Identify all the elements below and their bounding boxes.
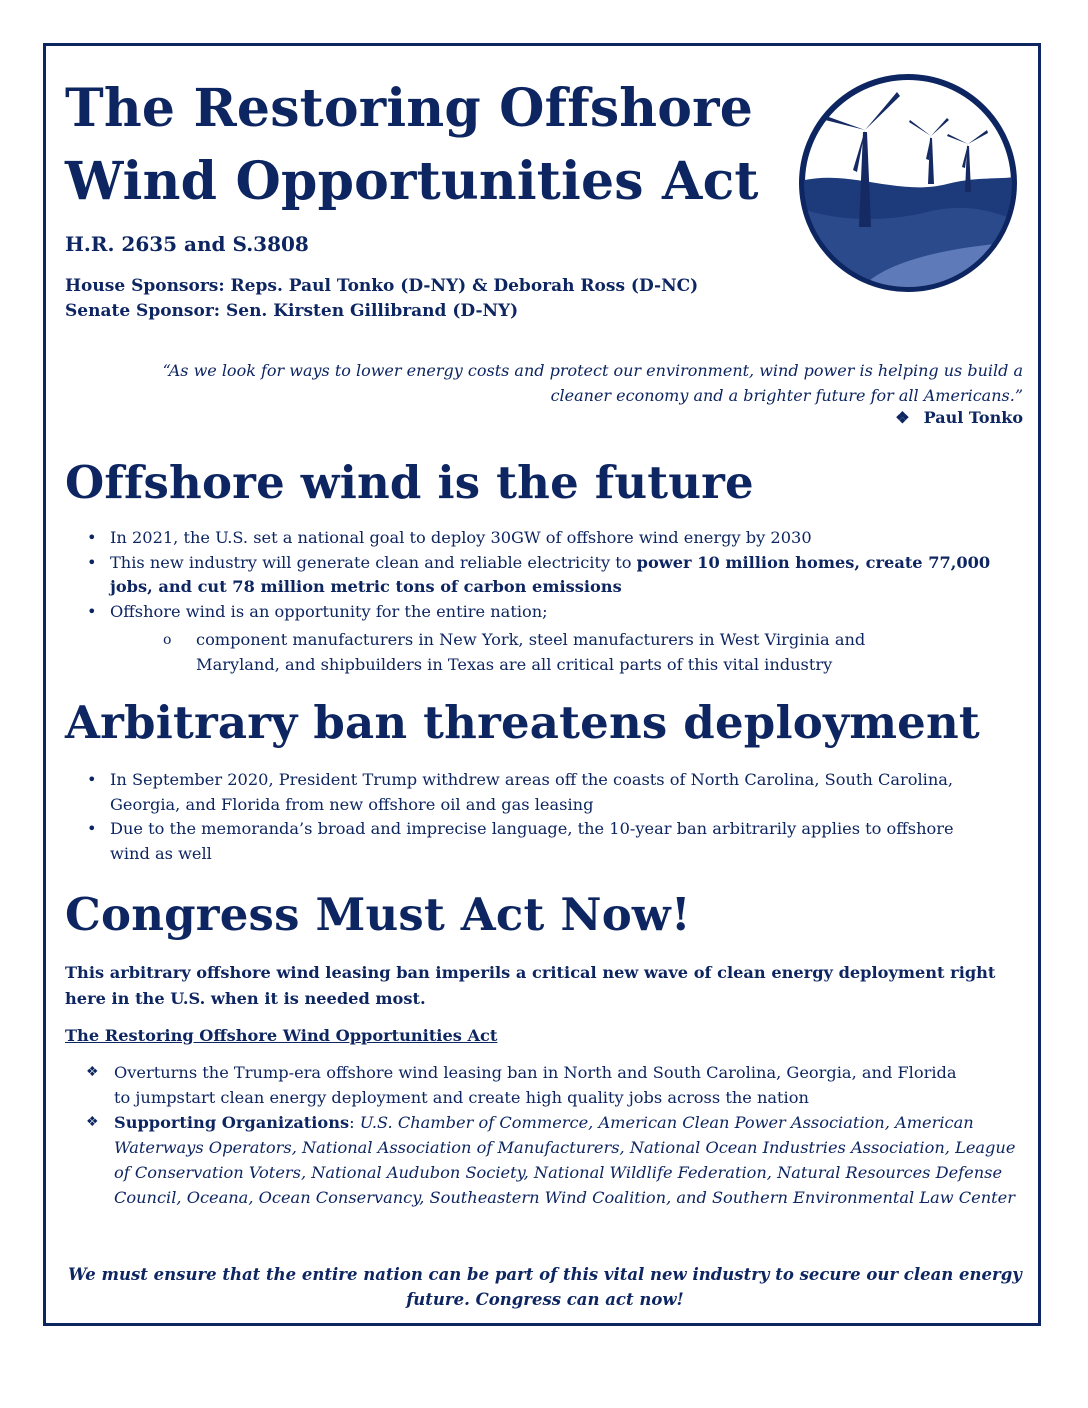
list-item: • Due to the memoranda’s broad and imprecise language, the 10-year ban arbitrarily applies to offshore wind as well bbox=[65, 817, 965, 866]
bill-numbers: H.R. 2635 and S.3808 bbox=[65, 232, 309, 256]
congress-lead-text: This arbitrary offshore wind leasing ban imperils a critical new wave of clean energy deployment right here in the U.S. when it is needed most. bbox=[65, 963, 996, 1008]
list-item: • This new industry will generate clean and reliable electricity to power 10 million homes, create 77,000 jobs, and cut 78 million metric tons of carbon emissions bbox=[65, 551, 1025, 600]
quote-author: Paul Tonko bbox=[923, 408, 1023, 427]
act-bullets bbox=[65, 1060, 1025, 1210]
list-item: • In 2021, the U.S. set a national goal to deploy 30GW of offshore wind energy by 2030 bbox=[65, 526, 1025, 551]
diamond-bullet-icon: ❖ bbox=[895, 408, 910, 427]
page-title bbox=[65, 72, 759, 218]
future-sub-bullets bbox=[65, 628, 945, 677]
diamond-bullet-icon: ❖ bbox=[86, 1114, 99, 1130]
title-line-2: Wind Opportunities Act bbox=[65, 151, 759, 212]
future-bullets bbox=[65, 526, 1025, 624]
closing-statement: We must ensure that the entire nation can be part of this vital new industry to secure our clean energy future. Congress can act now! bbox=[68, 1265, 1022, 1309]
list-item: ❖ Overturns the Trump-era offshore wind leasing ban in North and South Carolina, Georgia, and Florida to jumpstart clean energy deployment and create high quality jobs across the nation bbox=[65, 1060, 1025, 1110]
quote-attribution bbox=[895, 408, 1023, 427]
diamond-bullet-icon: ❖ bbox=[86, 1064, 99, 1080]
ban-bullets bbox=[65, 768, 965, 866]
senate-sponsor: Senate Sponsor: Sen. Kirsten Gillibrand (D-NY) bbox=[65, 301, 519, 321]
list-item: o component manufacturers in New York, steel manufacturers in West Virginia and Maryland, and shipbuilders in Texas are all critical parts of this vital industry bbox=[65, 628, 945, 677]
supporting-orgs-list: U.S. Chamber of Commerce, American Clean Power Association, American Waterways Operators, National Association of Manufacturers, National Ocean Industries Association, League of Conservation Voters, National Audubon Society, National Wildlife Federation, Natural Resources Defense Council, Oceana, Ocean Conservancy, Southeastern Wind Coalition, and Southern Environmental Law Center bbox=[114, 1113, 1016, 1207]
section-heading-future: Offshore wind is the future bbox=[65, 456, 754, 509]
quote-line-2: cleaner economy and a brighter future for all Americans.” bbox=[550, 386, 1023, 405]
quote-text bbox=[73, 358, 1023, 408]
list-item: • In September 2020, President Trump withdrew areas off the coasts of North Carolina, South Carolina, Georgia, and Florida from new offshore oil and gas leasing bbox=[65, 768, 965, 817]
quote-line-1: “As we look for ways to lower energy costs and protect our environment, wind power is helping us build a bbox=[162, 361, 1023, 380]
section-heading-ban: Arbitrary ban threatens deployment bbox=[65, 696, 980, 749]
house-sponsors: House Sponsors: Reps. Paul Tonko (D-NY) & Deborah Ross (D-NC) bbox=[65, 276, 699, 296]
title-line-1: The Restoring Offshore bbox=[65, 78, 754, 139]
act-subheading: The Restoring Offshore Wind Opportunities Act bbox=[65, 1026, 498, 1045]
supporting-orgs-label: Supporting Organizations bbox=[114, 1113, 350, 1132]
list-item: • Offshore wind is an opportunity for the entire nation; bbox=[65, 600, 1025, 625]
list-item: ❖ Supporting Organizations: U.S. Chamber of Commerce, American Clean Power Association, American Waterways Operators, National Association of Manufacturers, National Ocean Industries Association, League of Conservation Voters, National Audubon Society, National Wildlife Federation, Natural Resources Defense Council, Oceana, Ocean Conservancy, Southeastern Wind Coalition, and Southern Environmental Law Center bbox=[65, 1110, 1025, 1210]
section-heading-congress: Congress Must Act Now! bbox=[65, 888, 691, 941]
wind-turbines-logo bbox=[797, 72, 1019, 294]
